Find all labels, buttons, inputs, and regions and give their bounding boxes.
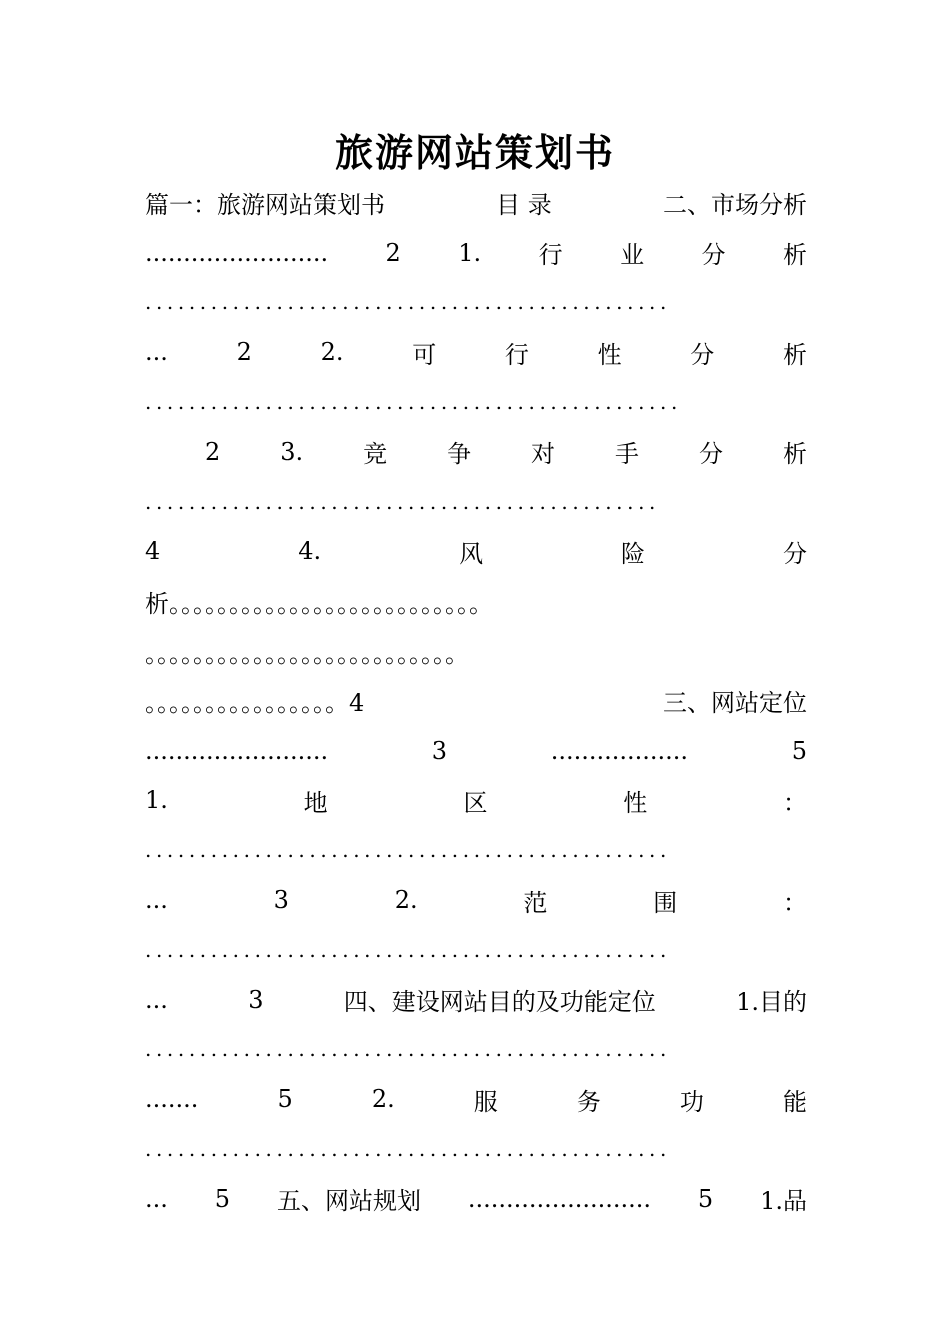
- text-token: 2: [236, 338, 252, 367]
- text-token: 5: [214, 1184, 231, 1213]
- text-line: [145, 875, 807, 925]
- text-token: 对: [531, 440, 556, 469]
- text-token: ................................................: [145, 838, 671, 863]
- text-line: [145, 1025, 807, 1075]
- document-title: 旅游网站策划书: [334, 130, 615, 175]
- text-line: [145, 975, 807, 1025]
- text-token: 析: [783, 340, 807, 369]
- text-token: 功: [679, 1087, 704, 1116]
- text-token: 三、网站定位: [663, 689, 807, 718]
- text-line: [145, 1124, 807, 1174]
- text-token: .......: [145, 1085, 199, 1114]
- text-token: 竞: [363, 440, 388, 469]
- text-line: [145, 576, 807, 626]
- text-token: 性: [597, 340, 622, 369]
- text-token: 服: [473, 1087, 498, 1116]
- text-token: ...: [145, 1184, 168, 1213]
- text-token: 二、市场分析: [662, 191, 807, 220]
- text-line: [145, 925, 807, 975]
- text-token: 五、网站规划: [276, 1187, 421, 1216]
- text-token: 3: [273, 886, 289, 915]
- text-token: 1.品: [760, 1187, 807, 1216]
- text-token: ：: [782, 788, 807, 817]
- text-token: 可: [412, 340, 437, 369]
- text-token: 业: [620, 241, 645, 270]
- text-token: 3.: [280, 437, 304, 466]
- text-token: 务: [576, 1087, 601, 1116]
- text-token: ........................: [145, 736, 329, 765]
- text-line: [145, 676, 807, 726]
- text-token: 行: [538, 241, 563, 270]
- text-token: ................................................: [145, 1037, 671, 1062]
- text-token: 5: [791, 736, 807, 765]
- text-token: 分: [698, 440, 723, 469]
- text-line: [145, 1074, 807, 1124]
- text-token: 析。。。。。。。。。。。。。。。。。。。。。。。。。。: [145, 589, 493, 618]
- text-token: 析: [782, 440, 807, 469]
- text-token: 范: [523, 888, 548, 917]
- text-line: [145, 626, 807, 676]
- text-token: ...: [145, 985, 168, 1014]
- text-token: 风: [459, 539, 484, 568]
- text-token: 析: [783, 241, 807, 270]
- text-token: 1.: [458, 238, 482, 267]
- text-token: 分: [783, 539, 807, 568]
- text-line: [145, 377, 807, 427]
- text-token: 5: [277, 1085, 293, 1114]
- text-line: [145, 477, 807, 527]
- text-token: .................................................: [145, 390, 682, 415]
- text-token: 3: [248, 985, 264, 1014]
- text-token: 四、建设网站目的及功能定位: [343, 988, 656, 1017]
- text-token: ................................................: [145, 937, 671, 962]
- text-token: 1.: [145, 786, 168, 815]
- text-token: 目 录: [496, 191, 552, 220]
- text-token: ........................: [467, 1184, 651, 1213]
- text-token: 争: [447, 440, 472, 469]
- text-token: ...............................................: [145, 489, 660, 514]
- text-token: 险: [621, 539, 646, 568]
- text-token: 3: [431, 736, 448, 765]
- text-line: [145, 726, 807, 776]
- text-token: 能: [782, 1087, 807, 1116]
- text-token: 。。。。。。。。。。。。。。。。。。。。。。。。。。: [145, 639, 469, 668]
- document-body: [145, 178, 807, 1224]
- text-token: 2: [204, 437, 221, 466]
- text-token: 区: [463, 788, 488, 817]
- text-line: [145, 825, 807, 875]
- text-token: ..................: [550, 736, 689, 765]
- text-token: 行: [504, 340, 529, 369]
- text-token: 。。。。。。。。。。。。。。。。4: [145, 689, 365, 718]
- text-token: 5: [697, 1184, 714, 1213]
- text-token: 2.: [371, 1085, 395, 1114]
- text-token: 2.: [394, 886, 418, 915]
- text-token: 地: [303, 788, 328, 817]
- text-line: [145, 527, 807, 577]
- text-token: 2: [385, 238, 401, 267]
- text-token: ................................................: [145, 290, 671, 315]
- text-line: [145, 1174, 807, 1224]
- text-token: 4: [145, 537, 161, 566]
- text-line: [145, 776, 807, 826]
- text-line: [145, 278, 807, 328]
- text-token: 围: [653, 888, 678, 917]
- text-line: [145, 228, 807, 278]
- text-token: ...: [145, 886, 168, 915]
- text-token: 2.: [320, 338, 344, 367]
- text-token: ................................................: [145, 1137, 671, 1162]
- text-token: ........................: [145, 238, 329, 267]
- text-token: 篇一：旅游网站策划书: [145, 191, 385, 220]
- text-token: 手: [615, 440, 639, 469]
- text-line: [145, 178, 807, 228]
- text-token: ...: [145, 338, 168, 367]
- text-token: 分: [701, 241, 726, 270]
- text-line: [145, 427, 807, 477]
- text-token: ：: [782, 888, 807, 917]
- text-token: 4.: [298, 537, 322, 566]
- text-token: 分: [690, 340, 715, 369]
- text-line: [145, 327, 807, 377]
- text-token: 1.目的: [736, 988, 807, 1017]
- text-token: 性: [623, 788, 648, 817]
